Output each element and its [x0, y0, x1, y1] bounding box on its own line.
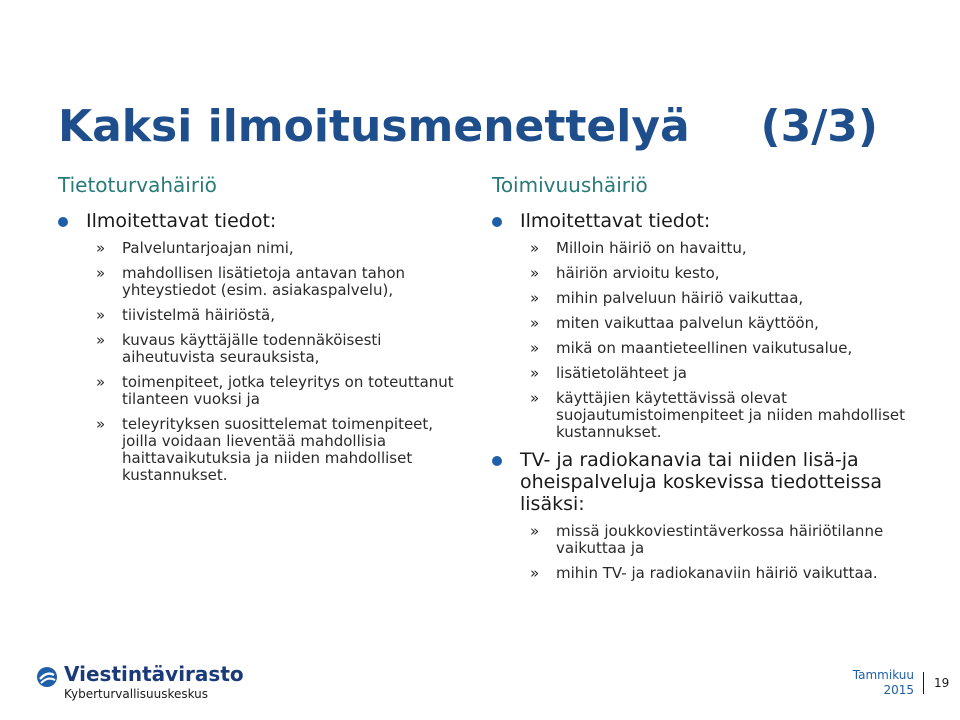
left-item: » mahdollisen lisätietoja antavan tahon yhteystiedot (esim. asiakaspalvelu),: [96, 264, 406, 299]
slide-title-number: (3/3): [760, 101, 878, 152]
right-heading: Toimivuushäiriö: [492, 173, 648, 197]
right-column: [492, 172, 912, 590]
right-bullet-2-text: TV- ja radiokanavia tai niiden lisä-ja oheispalveluja koskevissa tiedotteissa lisäksi:: [520, 449, 883, 515]
right-item: » miten vaikuttaa palvelun käyttöön,: [530, 314, 819, 332]
right-item: » käyttäjien käytettävissä olevat suojautumistoimenpiteet ja niiden mahdolliset kustannukset.: [530, 389, 906, 441]
page-number: 19: [934, 676, 950, 690]
left-item: » toimenpiteet, jotka teleyritys on toteuttanut tilanteen vuoksi ja: [96, 373, 454, 408]
left-item: » kuvaus käyttäjälle todennäköisesti aiheutuvista seurauksista,: [96, 331, 382, 366]
footer-date-year: 2015: [883, 683, 914, 697]
left-bullet: [58, 210, 466, 232]
footer-date: [840, 668, 914, 698]
left-bullet-text: Ilmoitettavat tiedot:: [86, 210, 277, 232]
right-item-text: Milloin häiriö on havaittu,: [556, 239, 747, 257]
right-item-text: lisätietolähteet ja: [556, 364, 687, 382]
right-item: » häiriön arvioitu kesto,: [530, 264, 720, 282]
right-item-text: mihin palveluun häiriö vaikuttaa,: [556, 289, 804, 307]
right-item-text: käyttäjien käytettävissä olevat suojautumistoimenpiteet ja niiden mahdolliset kustannukset.: [556, 389, 906, 441]
right-item-text: mihin TV- ja radiokanaviin häiriö vaikuttaa.: [556, 564, 878, 582]
bullet-dot-icon: [58, 217, 68, 227]
right-item-text: häiriön arvioitu kesto,: [556, 264, 720, 282]
slide-title-text: Kaksi ilmoitusmenettelyä: [58, 101, 690, 152]
left-item: » tiivistelmä häiriöstä,: [96, 306, 275, 324]
right-item: » mihin palveluun häiriö vaikuttaa,: [530, 289, 804, 307]
right-item: » mikä on maantieteellinen vaikutusalue,: [530, 339, 853, 357]
right-bullet-2: [492, 449, 912, 515]
left-column: [58, 172, 466, 492]
right-item: » lisätietolähteet ja: [530, 364, 687, 382]
footer-date-month: Tammikuu: [852, 668, 914, 682]
right-item-text: mikä on maantieteellinen vaikutusalue,: [556, 339, 853, 357]
bullet-dot-icon: [492, 456, 502, 466]
footer-logo: [36, 662, 244, 706]
right-bullet-text: Ilmoitettavat tiedot:: [520, 210, 711, 232]
left-heading: Tietoturvahäiriö: [58, 173, 217, 197]
left-item: » teleyrityksen suosittelemat toimenpiteet, joilla voidaan lieventää mahdollisia haittavaikutuksia ja niiden mahdolliset kustannukset.: [96, 415, 434, 484]
left-item-text: mahdollisen lisätietoja antavan tahon yhteystiedot (esim. asiakaspalvelu),: [122, 264, 406, 299]
right-bullet: [492, 210, 912, 232]
left-item-text: tiivistelmä häiriöstä,: [122, 306, 275, 324]
bullet-dot-icon: [492, 217, 502, 227]
right-item-text: miten vaikuttaa palvelun käyttöön,: [556, 314, 819, 332]
right-item: » missä joukkoviestintäverkossa häiriötilanne vaikuttaa ja: [530, 522, 884, 557]
logo-subtitle: Kyberturvallisuuskeskus: [64, 687, 209, 701]
left-item-text: teleyrityksen suosittelemat toimenpiteet, joilla voidaan lieventää mahdollisia haittavaikutuksia ja niiden mahdolliset kustannukset.: [122, 415, 434, 484]
slide-title: [58, 92, 878, 162]
left-item-text: toimenpiteet, jotka teleyritys on toteuttanut tilanteen vuoksi ja: [122, 373, 454, 408]
right-item: » Milloin häiriö on havaittu,: [530, 239, 747, 257]
logo-name: Viestintävirasto: [64, 662, 244, 686]
left-item-text: Palveluntarjoajan nimi,: [122, 239, 294, 257]
left-item: » Palveluntarjoajan nimi,: [96, 239, 294, 257]
right-item-text: missä joukkoviestintäverkossa häiriötilanne vaikuttaa ja: [556, 522, 884, 557]
viestintavirasto-logo-icon: [36, 666, 58, 688]
right-item: » mihin TV- ja radiokanaviin häiriö vaikuttaa.: [530, 564, 878, 582]
left-item-text: kuvaus käyttäjälle todennäköisesti aiheutuvista seurauksista,: [122, 331, 382, 366]
footer-divider: [923, 672, 924, 694]
